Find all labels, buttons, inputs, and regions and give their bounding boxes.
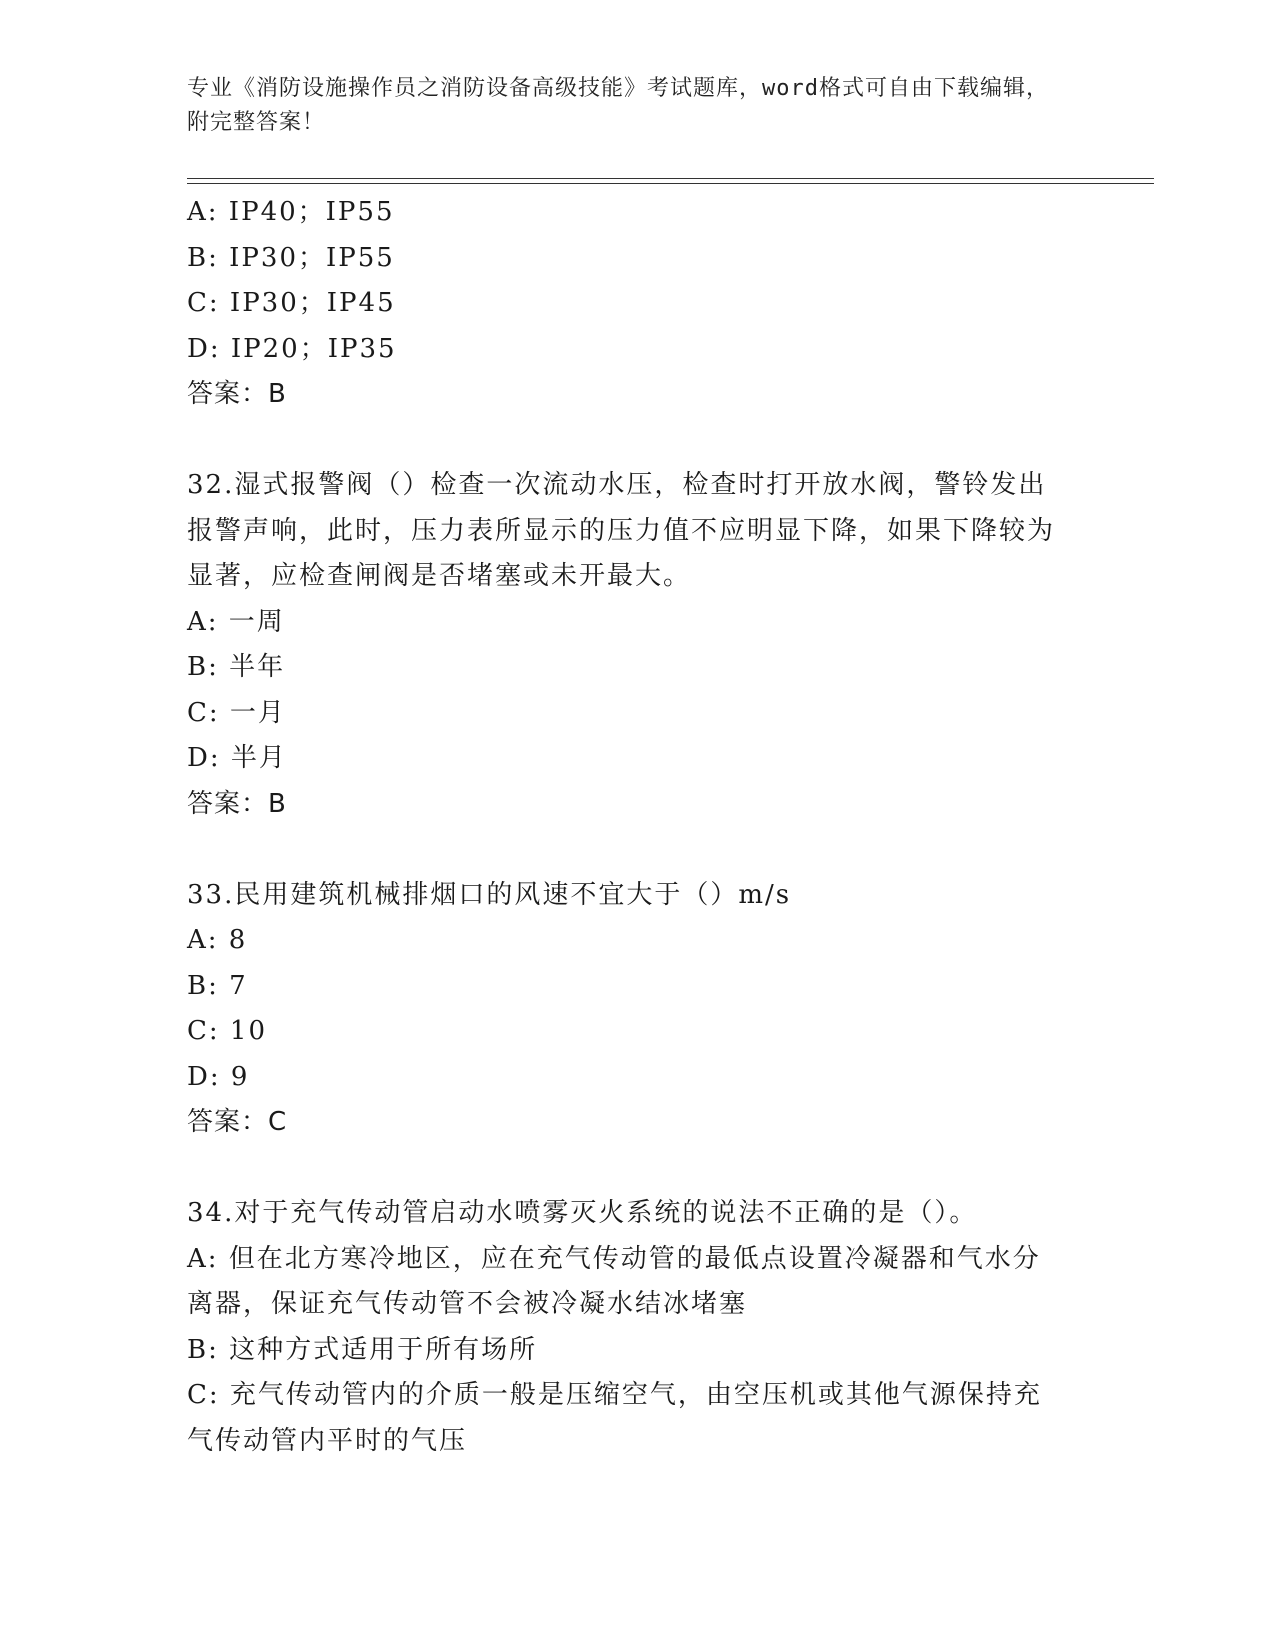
option-d: D: 9	[187, 1061, 250, 1092]
option-b: B: 半年	[187, 652, 286, 682]
question-text: 34.对于充气传动管启动水喷雾灭火系统的说法不正确的是（）。	[187, 1198, 978, 1228]
option-c: C: 充气传动管内的介质一般是压缩空气，由空压机或其他气源保持充气传动管内平时的气压	[187, 1380, 1042, 1456]
option-a: A: 但在北方寒冷地区，应在充气传动管的最低点设置冷凝器和气水分离器，保证充气传动管不会被冷凝水结冰堵塞	[187, 1243, 1041, 1319]
option-c: C: IP30；IP45	[187, 288, 396, 318]
option-b: B: 这种方式适用于所有场所	[187, 1334, 538, 1365]
answer-label: 答案：B	[187, 788, 287, 819]
question-block	[187, 463, 1087, 827]
option-d: D: IP20；IP35	[187, 333, 397, 364]
option-b: B: IP30；IP55	[187, 242, 395, 273]
question-block	[187, 190, 1087, 418]
option-d: D: 半月	[187, 743, 287, 773]
answer-label: 答案：B	[187, 379, 287, 409]
option-c: C: 10	[187, 1016, 268, 1046]
block-spacer	[187, 418, 1087, 464]
header-divider-bottom	[187, 183, 1154, 184]
document-header: 专业《消防设施操作员之消防设备高级技能》考试题库，word格式可自由下载编辑，附完整答案！	[187, 76, 1049, 135]
question-block	[187, 1191, 1087, 1464]
option-b: B: 7	[187, 970, 248, 1001]
option-a: A: 一周	[187, 606, 285, 637]
question-list	[187, 190, 1087, 1464]
block-spacer	[187, 827, 1087, 873]
question-block	[187, 873, 1087, 1146]
answer-label: 答案：C	[187, 1107, 288, 1137]
option-a: A: 8	[187, 925, 248, 955]
question-text: 33.民用建筑机械排烟口的风速不宜大于（）m/s	[187, 879, 792, 910]
header-divider-top	[187, 178, 1154, 179]
option-a: A: IP40；IP55	[187, 197, 395, 227]
block-spacer	[187, 1146, 1087, 1192]
question-text: 32.湿式报警阀（）检查一次流动水压，检查时打开放水阀，警铃发出报警声响，此时，压力表所显示的压力值不应明显下降，如果下降较为显著，应检查闸阀是否堵塞或未开最大。	[187, 470, 1056, 591]
option-c: C: 一月	[187, 697, 286, 728]
